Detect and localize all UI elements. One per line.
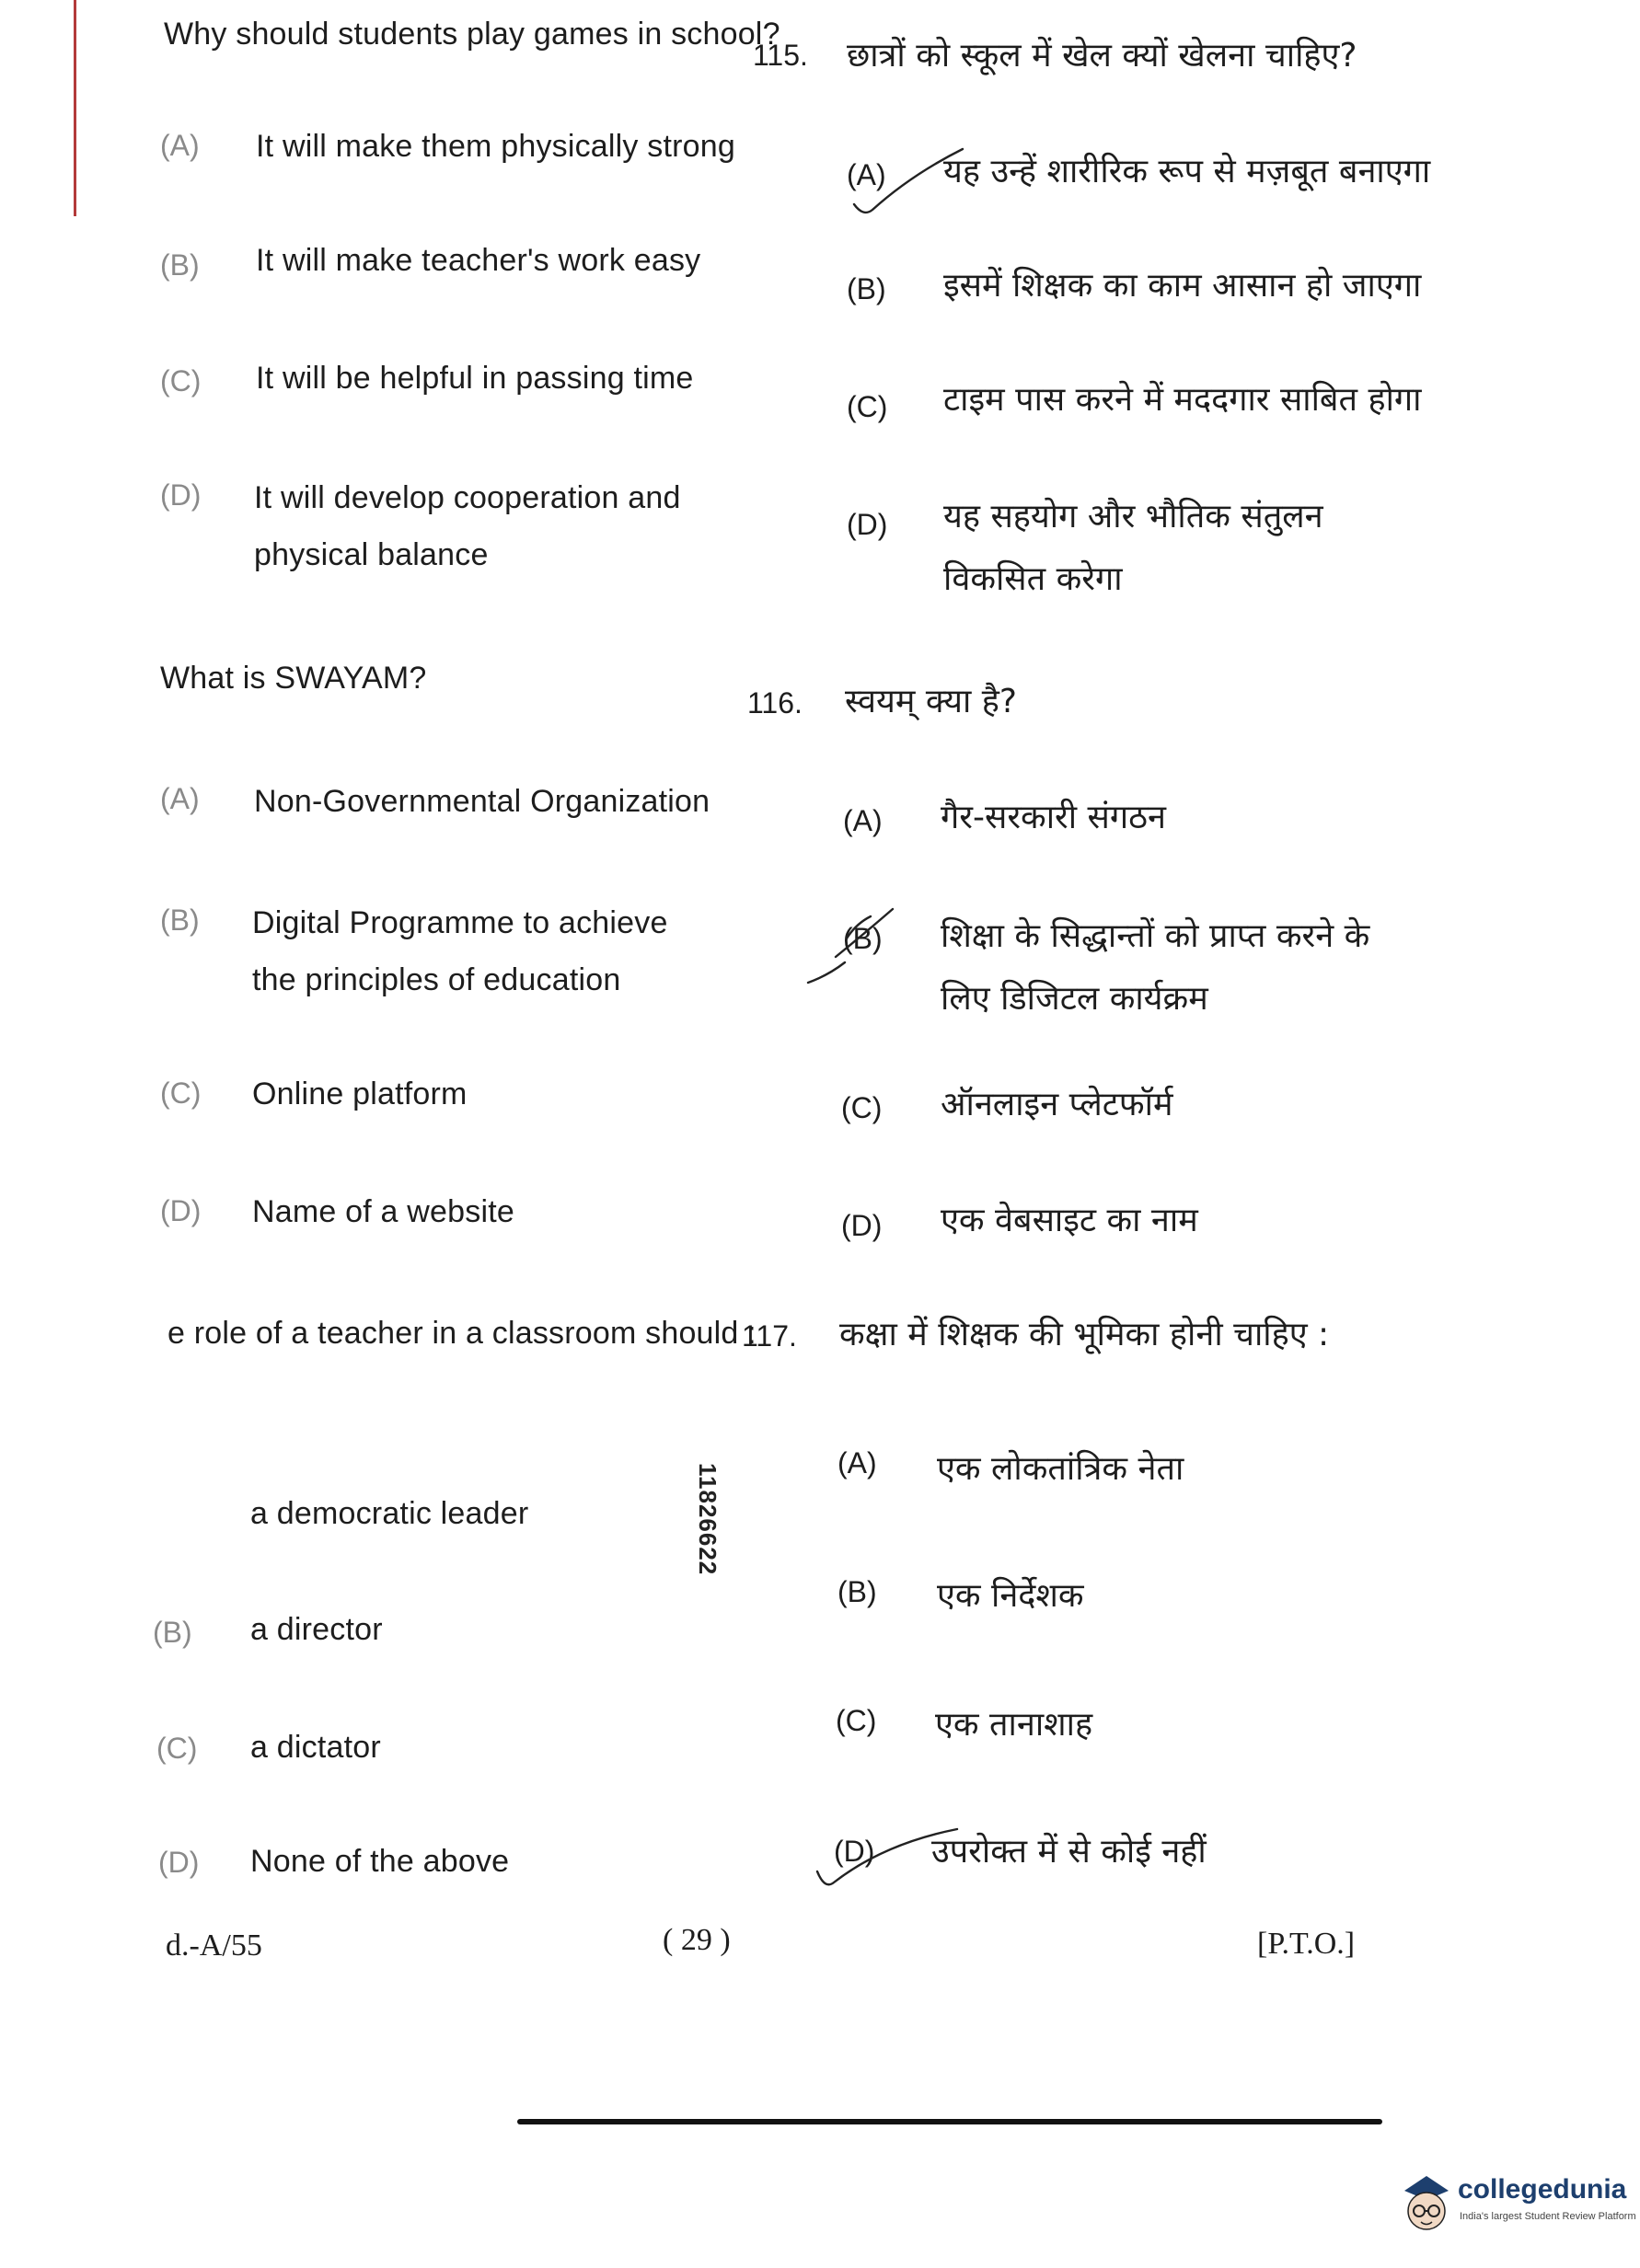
question-116-hi: स्वयम् क्या है?	[845, 683, 1018, 720]
collegedunia-logo	[1399, 2158, 1636, 2250]
option-d-text-en: It will develop cooperation and physical balance	[254, 480, 681, 572]
option-c-text-hi: ऑनलाइन प्लेटफॉर्म	[941, 1086, 1173, 1123]
option-a-label-hi: (A)	[837, 1446, 877, 1479]
option-b-text-hi: एक निर्देशक	[937, 1577, 1084, 1615]
option-a-text-hi: यह उन्हें शारीरिक रूप से मज़बूत बनाएगा	[943, 153, 1431, 190]
option-a-text-en: It will make them physically strong	[256, 129, 735, 164]
option-d-label-en: (D)	[158, 1846, 200, 1879]
option-d-label-en: (D)	[160, 1194, 202, 1227]
option-b-text-en: It will make teacher's work easy	[256, 243, 701, 278]
option-b-label-hi: (B)	[837, 1575, 877, 1608]
option-b-text-en: Digital Programme to achieve the principles of education	[252, 905, 668, 997]
question-117-en: e role of a teacher in a classroom should :	[167, 1316, 756, 1351]
tick-mark-115	[854, 149, 963, 213]
question-116-en: What is SWAYAM?	[160, 661, 427, 696]
option-b-label-hi: (B)	[847, 272, 886, 305]
page-number: ( 29 )	[663, 1923, 731, 1957]
option-a-label-hi: (A)	[843, 804, 883, 837]
option-c-label-en: (C)	[160, 1076, 202, 1110]
serial-number: 11826622	[694, 1463, 722, 1576]
bottom-rule	[517, 2119, 1382, 2124]
option-c-label-hi: (C)	[847, 390, 888, 423]
student-mascot-icon	[1399, 2163, 1454, 2240]
question-117-hi: कक्षा में शिक्षक की भूमिका होनी चाहिए :	[839, 1316, 1330, 1353]
option-c-label-hi: (C)	[836, 1704, 877, 1737]
option-b-label-en: (B)	[160, 248, 200, 282]
option-c-label-hi: (C)	[841, 1091, 883, 1124]
option-d-text-hi: उपरोक्त में से कोई नहीं	[931, 1833, 1207, 1871]
option-c-text-en: It will be helpful in passing time	[256, 361, 694, 396]
option-d-text-en: None of the above	[250, 1844, 510, 1879]
question-117-number: 117.	[742, 1319, 797, 1353]
option-d-text-en: Name of a website	[252, 1194, 514, 1229]
option-a-text-hi: गैर-सरकारी संगठन	[941, 799, 1167, 836]
option-d-text-hi: यह सहयोग और भौतिक संतुलन विकसित करेगा	[943, 498, 1323, 598]
option-a-text-en: a democratic leader	[250, 1496, 529, 1531]
option-a-text-en: Non-Governmental Organization	[254, 784, 710, 819]
logo-tagline: India's largest Student Review Platform	[1460, 2211, 1636, 2222]
pto-marker: [P.T.O.]	[1257, 1927, 1356, 1961]
option-b-label-en: (B)	[160, 904, 200, 937]
option-b-text-en: a director	[250, 1612, 383, 1647]
question-115-en: Why should students play games in school?	[164, 17, 780, 52]
question-116-number: 116.	[747, 686, 803, 720]
option-c-text-hi: एक तानाशाह	[935, 1706, 1093, 1744]
option-b-label-hi: (B)	[843, 922, 883, 955]
paper-code: d.-A/55	[166, 1928, 262, 1963]
option-a-label-hi: (A)	[847, 158, 886, 191]
question-115-number: 115.	[753, 39, 808, 72]
option-b-text-hi: इसमें शिक्षक का काम आसान हो जाएगा	[943, 267, 1422, 305]
option-b-label-en: (B)	[153, 1616, 192, 1649]
option-d-text-hi: एक वेबसाइट का नाम	[941, 1202, 1198, 1239]
logo-name: collegedunia	[1458, 2174, 1627, 2205]
option-d-label-hi: (D)	[834, 1835, 875, 1868]
option-c-text-en: Online platform	[252, 1076, 468, 1111]
question-115-hi: छात्रों को स्कूल में खेल क्यों खेलना चाहिए?	[847, 37, 1357, 75]
tick-mark-117	[817, 1829, 957, 1884]
option-c-text-hi: टाइम पास करने में मददगार साबित होगा	[943, 381, 1422, 419]
option-a-label-en: (A)	[160, 782, 200, 815]
option-c-text-en: a dictator	[250, 1730, 381, 1765]
tick-mark-116	[808, 909, 893, 983]
option-b-text-hi: शिक्षा के सिद्धान्तों को प्राप्त करने के लिए डिजिटल कार्यक्रम	[941, 917, 1370, 1018]
option-c-label-en: (C)	[160, 364, 202, 397]
option-a-text-hi: एक लोकतांत्रिक नेता	[937, 1450, 1184, 1488]
option-d-label-hi: (D)	[847, 508, 888, 541]
option-d-label-en: (D)	[160, 478, 202, 512]
option-a-label-en: (A)	[160, 129, 200, 162]
option-c-label-en: (C)	[156, 1732, 198, 1765]
option-d-label-hi: (D)	[841, 1209, 883, 1242]
